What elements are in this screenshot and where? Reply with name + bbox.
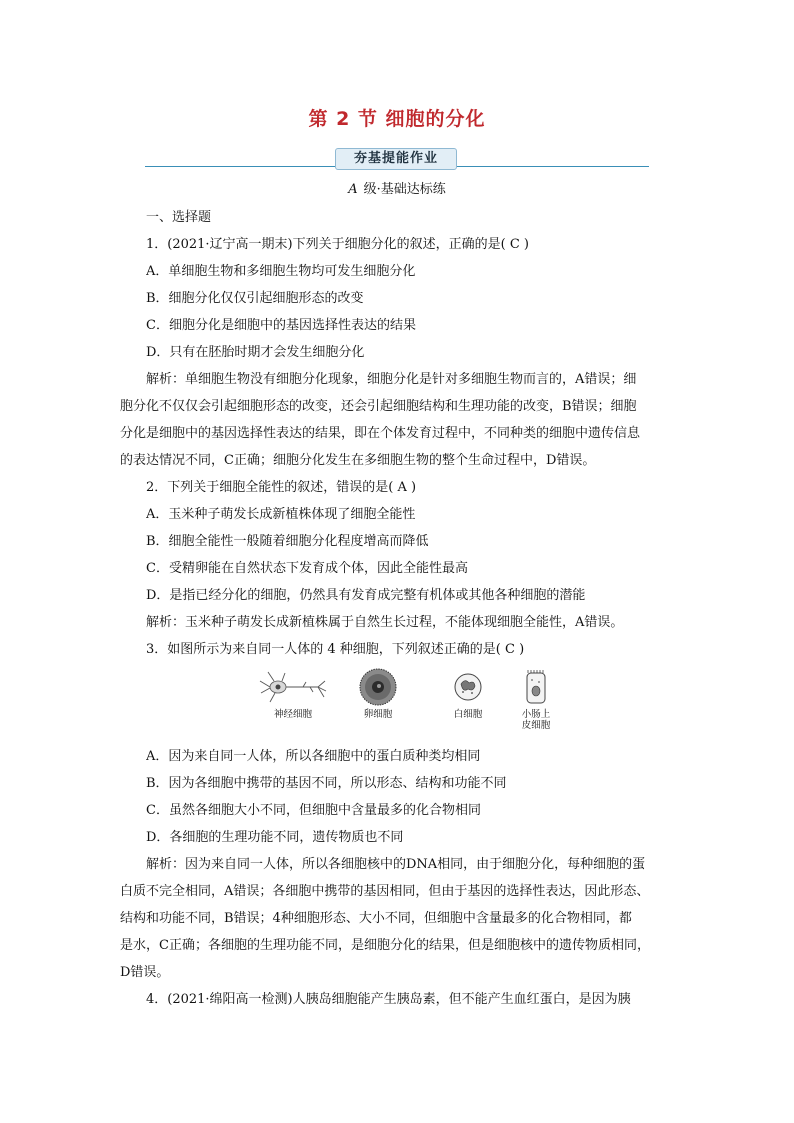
figure-label: 白细胞 <box>453 709 483 720</box>
option: B．细胞分化仅仅引起细胞形态的改变 <box>146 291 364 306</box>
analysis-line: 白质不完全相同，A错误；各细胞中携带的基因相同，但由于基因的选择性表达，因此形态、 <box>120 884 650 899</box>
level-letter: A <box>348 182 358 197</box>
analysis-line: 结构和功能不同，B错误；4种细胞形态、大小不同，但细胞中含量最多的化合物相同，都 <box>120 911 632 926</box>
content <box>120 204 650 1013</box>
option: A．单细胞生物和多细胞生物均可发生细胞分化 <box>146 264 416 279</box>
question-stem: 2．下列关于细胞全能性的叙述，错误的是( A ) <box>146 480 417 495</box>
option: C．虽然各细胞大小不同，但细胞中含量最多的化合物相同 <box>146 803 481 818</box>
white-blood-cell-icon <box>448 667 488 707</box>
option: A．玉米种子萌发长成新植株体现了细胞全能性 <box>146 507 416 522</box>
banner-label: 夯基提能作业 <box>335 148 457 170</box>
question-stem: 3．如图所示为来自同一人体的 4 种细胞，下列叙述正确的是( C ) <box>146 642 525 657</box>
analysis-line: 胞分化不仅仅会引起细胞形态的改变，还会引起细胞结构和生理功能的改变，B错误；细胞 <box>120 399 637 414</box>
option: D．只有在胚胎时期才会发生细胞分化 <box>146 345 365 360</box>
analysis-line: 解析：单细胞生物没有细胞分化现象，细胞分化是针对多细胞生物而言的，A错误；细 <box>146 372 637 387</box>
section-heading: 一、选择题 <box>146 210 212 225</box>
cell-figure <box>146 667 650 737</box>
option: A．因为来自同一人体，所以各细胞中的蛋白质种类均相同 <box>146 749 481 764</box>
section-banner <box>145 146 649 172</box>
option: D．是指已经分化的细胞，仍然具有发育成完整有机体或其他各种细胞的潜能 <box>146 588 586 603</box>
analysis-line: 是水，C正确；各细胞的生理功能不同，是细胞分化的结果，但是细胞核中的遗传物质相同， <box>120 938 650 953</box>
egg-cell-icon <box>358 667 398 707</box>
figure-label: 神经细胞 <box>273 709 312 720</box>
analysis-line: D错误。 <box>120 965 170 980</box>
figure-label: 小肠上 <box>521 709 551 720</box>
level-text: 级·基础达标练 <box>363 182 446 197</box>
option: B．细胞全能性一般随着细胞分化程度增高而降低 <box>146 534 429 549</box>
figure-label: 皮细胞 <box>521 720 551 731</box>
figure-label: 卵细胞 <box>363 709 393 720</box>
option: D．各细胞的生理功能不同，遗传物质也不同 <box>146 830 404 845</box>
analysis-line: 的表达情况不同，C正确；细胞分化发生在多细胞生物的整个生命过程中，D错误。 <box>120 453 596 468</box>
question-stem: 4．(2021·绵阳高一检测)人胰岛细胞能产生胰岛素，但不能产生血红蛋白，是因为胰 <box>146 992 631 1007</box>
option: C．受精卵能在自然状态下发育成个体，因此全能性最高 <box>146 561 468 576</box>
intestinal-epithelial-cell <box>516 667 556 731</box>
egg-cell <box>358 667 398 720</box>
question-stem: 1．(2021·辽宁高一期末)下列关于细胞分化的叙述，正确的是( C ) <box>146 237 529 252</box>
analysis-line: 解析：玉米种子萌发长成新植株属于自然生长过程，不能体现细胞全能性，A错误。 <box>146 615 624 630</box>
analysis-line: 分化是细胞中的基因选择性表达的结果，即在个体发育过程中，不同种类的细胞中遗传信息 <box>120 426 641 441</box>
neuron-cell <box>258 667 328 720</box>
option: C．细胞分化是细胞中的基因选择性表达的结果 <box>146 318 416 333</box>
level-subtitle <box>0 178 794 197</box>
page-title: 第 2 节 细胞的分化 <box>308 108 486 130</box>
neuron-icon <box>258 667 328 707</box>
option: B．因为各细胞中携带的基因不同，所以形态、结构和功能不同 <box>146 776 507 791</box>
analysis-line: 解析：因为来自同一人体，所以各细胞核中的DNA相同，由于细胞分化，每种细胞的蛋 <box>146 857 646 872</box>
white-blood-cell <box>448 667 488 720</box>
epithelial-cell-icon <box>516 667 556 707</box>
